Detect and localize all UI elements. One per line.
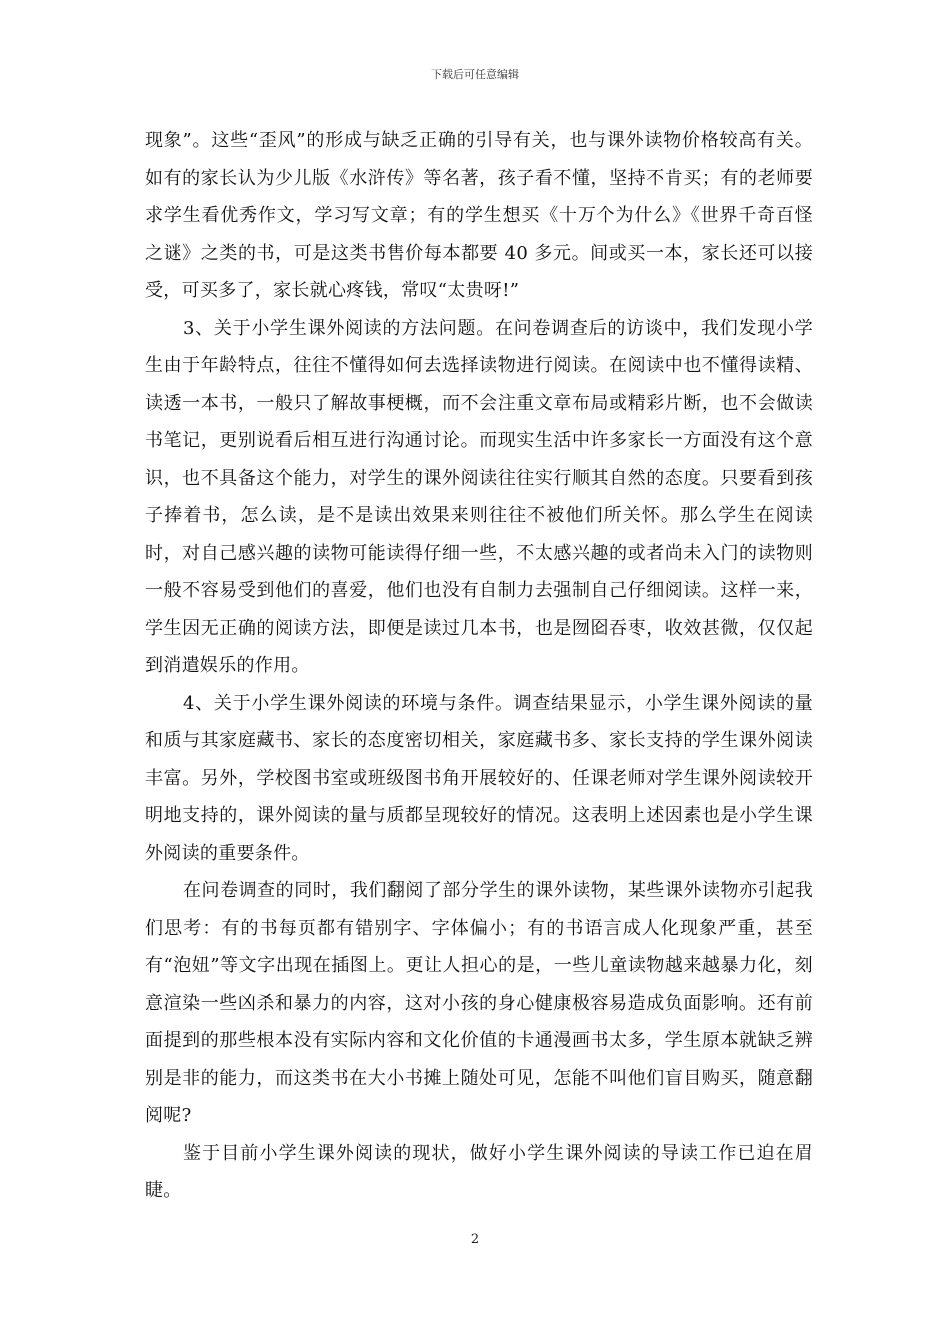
paragraph-conclusion: 鉴于目前小学生课外阅读的现状，做好小学生课外阅读的导读工作已迫在眉睫。	[145, 1142, 813, 1201]
paragraph-survey-findings: 在问卷调查的同时，我们翻阅了部分学生的课外读物，某些课外读物亦引起我们思考：有的书每页都有错别字、字体偏小；有的书语言成人化现象严重，甚至有“泡妞”等文字出现在插图上。更让人担心的是，一些儿童读物越来越暴力化，刻意渲染一些凶杀和暴力的内容，这对小孩的身心健康极容易造成负面影响。还有前面提到的那些根本没有实际内容和文化价值的卡通漫画书太多，学生原本就缺乏辨别是非的能力，而这类书在大小书摊上随处可见，怎能不叫他们盲目购买，随意翻阅呢?	[145, 880, 813, 1126]
document-body	[145, 122, 813, 1210]
paragraph-reading-environment: 4、关于小学生课外阅读的环境与条件。调查结果显示，小学生课外阅读的量和质与其家庭藏书、家长的态度密切相关，家庭藏书多、家长支持的学生课外阅读丰富。另外，学校图书室或班级图书角开展较好的、任课老师对学生课外阅读较开明地支持的，课外阅读的量与质都呈现较好的情况。这表明上述因素也是小学生课外阅读的重要条件。	[145, 692, 813, 864]
paragraph-continuation: 现象”。这些“歪风”的形成与缺乏正确的引导有关，也与课外读物价格较高有关。如有的家长认为少儿版《水浒传》等名著，孩子看不懂，坚持不肯买；有的老师要求学生看优秀作文，学习写文章；有的学生想买《十万个为什么》《世界千奇百怪之谜》之类的书，可是这类书售价每本都要 40 多元。间或买一本，家长还可以接受，可买多了，家长就心疼钱，常叹“太贵呀!”	[145, 130, 813, 301]
paragraph-reading-methods: 3、关于小学生课外阅读的方法问题。在问卷调查后的访谈中，我们发现小学生由于年龄特点，往往不懂得如何去选择读物进行阅读。在阅读中也不懂得读精、读透一本书，一般只了解故事梗概，而不会注重文章布局或精彩片断，也不会做读书笔记，更别说看后相互进行沟通讨论。而现实生活中许多家长一方面没有这个意识，也不具备这个能力，对学生的课外阅读往往实行顺其自然的态度。只要看到孩子捧着书，怎么读，是不是读出效果来则往往不被他们所关怀。那么学生在阅读时，对自己感兴趣的读物可能读得仔细一些，不太感兴趣的或者尚未入门的读物则一般不容易受到他们的喜爱，他们也没有自制力去强制自己仔细阅读。这样一来，学生因无正确的阅读方法，即便是读过几本书，也是囫囵吞枣，收效甚微，仅仅起到消遣娱乐的作用。	[145, 317, 813, 676]
page-header: 下载后可任意编辑	[431, 68, 519, 81]
page-number: 2	[470, 1232, 480, 1247]
